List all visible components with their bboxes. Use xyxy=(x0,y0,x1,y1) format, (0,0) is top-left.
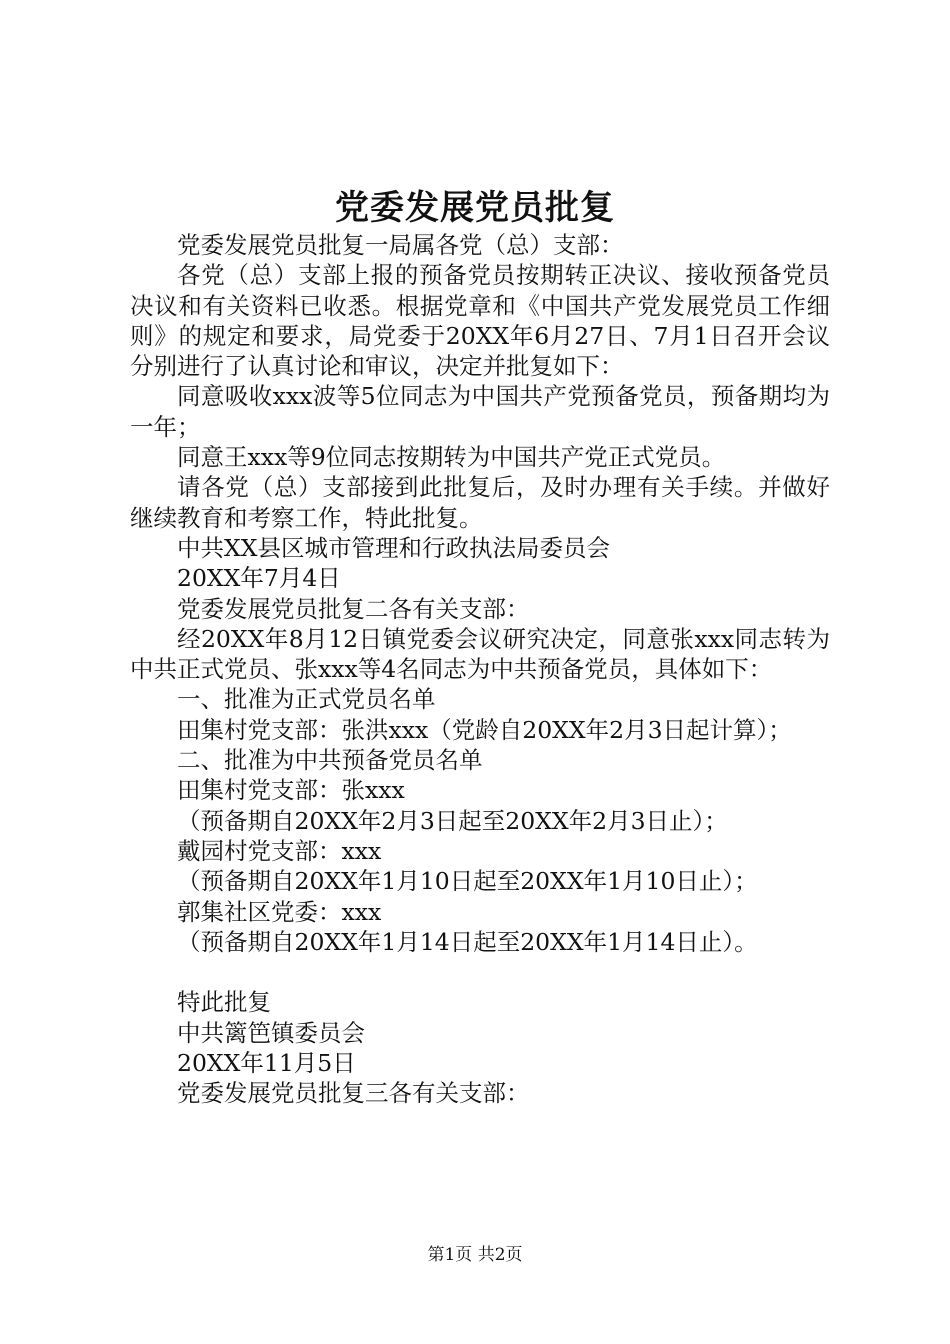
blank-line xyxy=(130,957,830,987)
paragraph: 经20XX年8月12日镇党委会议研究决定，同意张xxx同志转为中共正式党员、张xxx等4名同志为中共预备党员，具体如下： xyxy=(130,624,830,684)
list-item-note: （预备期自20XX年1月14日起至20XX年1月14日止）。 xyxy=(177,927,758,956)
section-heading: 一、批准为正式党员名单 xyxy=(177,685,436,714)
document-body xyxy=(130,230,830,1109)
paragraph: 请各党（总）支部接到此批复后，及时办理有关手续。并做好继续教育和考察工作，特此批复。 xyxy=(130,473,830,532)
paragraph: 特此批复 xyxy=(177,988,271,1017)
paragraph: 党委发展党员批复一局属各党（总）支部： xyxy=(177,231,624,259)
list-item: 戴园村党支部：xxx xyxy=(177,836,382,865)
paragraph: 各党（总）支部上报的预备党员按期转正决议、接收预备党员决议和有关资料已收悉。根据党章和《中国共产党发展党员工作细则》的规定和要求，局党委于20XX年6月27日、7月1日召开会议分别进行了认真讨论和审议，决定并批复如下： xyxy=(130,261,830,381)
paragraph: 党委发展党员批复二各有关支部： xyxy=(177,594,530,623)
section-heading: 二、批准为中共预备党员名单 xyxy=(177,746,483,775)
signature-org: 中共XX县区城市管理和行政执法局委员会 xyxy=(177,533,610,562)
list-item: 田集村党支部：张xxx xyxy=(177,776,405,805)
list-item: 田集村党支部：张洪xxx（党龄自20XX年2月3日起计算）； xyxy=(177,715,792,744)
list-item-note: （预备期自20XX年2月3日起至20XX年2月3日止）； xyxy=(177,806,728,835)
page-footer: 第1页 共2页 xyxy=(427,1245,523,1265)
paragraph: 党委发展党员批复三各有关支部： xyxy=(177,1079,530,1108)
document-title: 党委发展党员批复 xyxy=(335,188,615,228)
list-item: 郭集社区党委：xxx xyxy=(177,897,382,926)
paragraph: 同意吸收xxx波等5位同志为中国共产党预备党员，预备期均为一年； xyxy=(130,382,830,441)
signature-org: 中共篱笆镇委员会 xyxy=(177,1018,365,1047)
list-item-note: （预备期自20XX年1月10日起至20XX年1月10日止）； xyxy=(177,867,758,896)
signature-date: 20XX年7月4日 xyxy=(177,564,341,593)
paragraph: 同意王xxx等9位同志按期转为中国共产党正式党员。 xyxy=(177,443,726,472)
signature-date: 20XX年11月5日 xyxy=(177,1049,356,1078)
